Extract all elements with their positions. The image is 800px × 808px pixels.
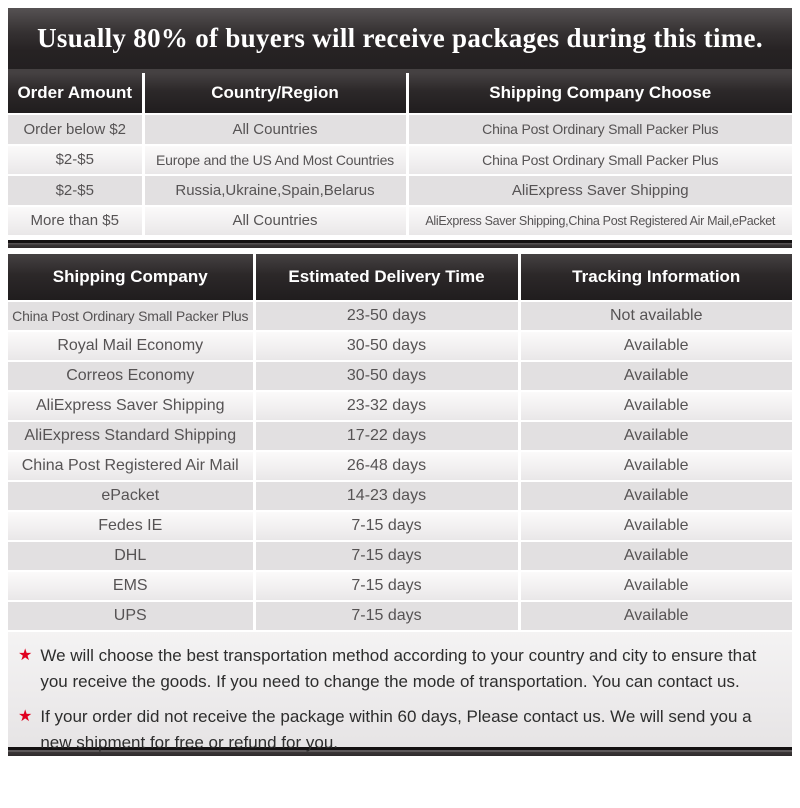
table-cell: 26-48 days bbox=[254, 451, 519, 481]
table-cell: Russia,Ukraine,Spain,Belarus bbox=[143, 175, 407, 206]
table-cell: 23-32 days bbox=[254, 391, 519, 421]
table-cell: EMS bbox=[8, 571, 254, 601]
col-header-tracking-information: Tracking Information bbox=[519, 254, 792, 301]
notes-section bbox=[8, 632, 792, 752]
table-row bbox=[8, 541, 792, 571]
table-row bbox=[8, 481, 792, 511]
table-cell: China Post Ordinary Small Packer Plus bbox=[407, 114, 792, 145]
table-row bbox=[8, 571, 792, 601]
table-row bbox=[8, 114, 792, 145]
table-cell: 14-23 days bbox=[254, 481, 519, 511]
col-header-country-region: Country/Region bbox=[143, 73, 407, 114]
table-cell: AliExpress Saver Shipping bbox=[407, 175, 792, 206]
delivery-time-table-body bbox=[8, 301, 792, 631]
table-row bbox=[8, 331, 792, 361]
note-text: We will choose the best transportation method according to your country and city to ensure that you receive the goods. If you need to change the mode of transportation. You can contact us. bbox=[40, 646, 757, 691]
table-row bbox=[8, 145, 792, 176]
star-icon: ★ bbox=[18, 647, 33, 664]
table-cell: 17-22 days bbox=[254, 421, 519, 451]
table-cell: $2-$5 bbox=[8, 175, 143, 206]
delivery-time-table bbox=[8, 254, 792, 632]
table-row bbox=[8, 206, 792, 237]
table-cell: UPS bbox=[8, 601, 254, 631]
header-row bbox=[8, 73, 792, 114]
table-cell: DHL bbox=[8, 541, 254, 571]
banner-title: Usually 80% of buyers will receive packages during this time. bbox=[37, 23, 763, 53]
col-header-order-amount: Order Amount bbox=[8, 73, 143, 114]
table-cell: Available bbox=[519, 601, 792, 631]
table-cell: AliExpress Standard Shipping bbox=[8, 421, 254, 451]
banner bbox=[8, 8, 792, 73]
table-cell: Available bbox=[519, 331, 792, 361]
table-cell: ePacket bbox=[8, 481, 254, 511]
table-cell: 7-15 days bbox=[254, 601, 519, 631]
table-row bbox=[8, 301, 792, 331]
table-cell: 23-50 days bbox=[254, 301, 519, 331]
table-cell: Available bbox=[519, 481, 792, 511]
table-cell: 7-15 days bbox=[254, 511, 519, 541]
table-cell: Fedes IE bbox=[8, 511, 254, 541]
section-divider-bar bbox=[8, 240, 792, 248]
table-row bbox=[8, 511, 792, 541]
table-cell: China Post Ordinary Small Packer Plus bbox=[8, 301, 254, 331]
table-row bbox=[8, 361, 792, 391]
table-cell: China Post Registered Air Mail bbox=[8, 451, 254, 481]
table-cell: China Post Ordinary Small Packer Plus bbox=[407, 145, 792, 176]
table-cell: Order below $2 bbox=[8, 114, 143, 145]
table-cell: Available bbox=[519, 451, 792, 481]
col-header-shipping-company-choose: Shipping Company Choose bbox=[407, 73, 792, 114]
table-cell: Available bbox=[519, 361, 792, 391]
table-cell: $2-$5 bbox=[8, 145, 143, 176]
table-cell: All Countries bbox=[143, 206, 407, 237]
note-text: If your order did not receive the package within 60 days, Please contact us. We will send you a new shipment for free or refund for you. bbox=[40, 707, 752, 752]
table-cell: Available bbox=[519, 421, 792, 451]
shipping-options-table bbox=[8, 73, 792, 237]
delivery-time-table-header bbox=[8, 254, 792, 301]
note-60-days-guarantee bbox=[18, 704, 778, 756]
table-cell: Europe and the US And Most Countries bbox=[143, 145, 407, 176]
table-row bbox=[8, 175, 792, 206]
table-cell: Available bbox=[519, 511, 792, 541]
table-cell: More than $5 bbox=[8, 206, 143, 237]
col-header-shipping-company: Shipping Company bbox=[8, 254, 254, 301]
table-row bbox=[8, 421, 792, 451]
note-transport-method bbox=[18, 643, 778, 695]
star-icon: ★ bbox=[18, 708, 33, 725]
shipping-options-table-header bbox=[8, 73, 792, 114]
table-row bbox=[8, 601, 792, 631]
table-cell: All Countries bbox=[143, 114, 407, 145]
table-cell: Correos Economy bbox=[8, 361, 254, 391]
table-row bbox=[8, 451, 792, 481]
shipping-info-page bbox=[8, 8, 792, 756]
table-cell: Not available bbox=[519, 301, 792, 331]
table-cell: 30-50 days bbox=[254, 361, 519, 391]
table-cell: Royal Mail Economy bbox=[8, 331, 254, 361]
table-cell: Available bbox=[519, 571, 792, 601]
table-cell: 7-15 days bbox=[254, 571, 519, 601]
table-cell: 7-15 days bbox=[254, 541, 519, 571]
table-row bbox=[8, 391, 792, 421]
col-header-estimated-delivery-time: Estimated Delivery Time bbox=[254, 254, 519, 301]
table-cell: Available bbox=[519, 391, 792, 421]
header-row bbox=[8, 254, 792, 301]
table-cell: AliExpress Saver Shipping bbox=[8, 391, 254, 421]
shipping-options-table-body bbox=[8, 114, 792, 236]
table-cell: 30-50 days bbox=[254, 331, 519, 361]
table-cell: AliExpress Saver Shipping,China Post Registered Air Mail,ePacket bbox=[407, 206, 792, 237]
table-cell: Available bbox=[519, 541, 792, 571]
